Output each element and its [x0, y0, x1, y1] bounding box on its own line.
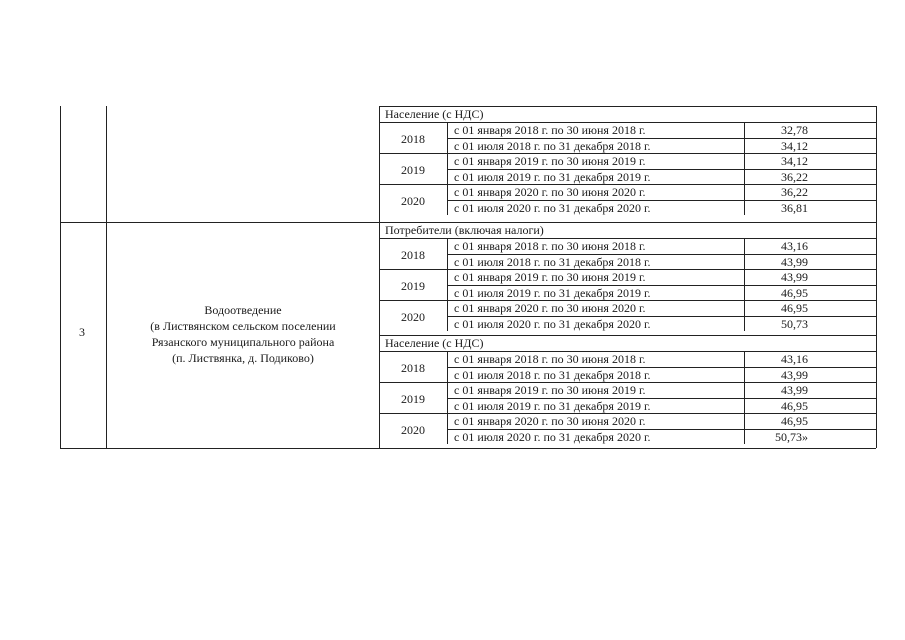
- year-cell: 2018: [401, 360, 425, 375]
- period-cell: с 01 января 2020 г. по 30 июня 2020 г.: [454, 185, 646, 199]
- value-cell: 43,99: [781, 270, 808, 284]
- value-cell: 50,73: [781, 316, 808, 331]
- year-cell: 2020: [401, 422, 425, 437]
- period-cell: с 01 июля 2020 г. по 31 декабря 2020 г.: [454, 316, 651, 331]
- period-cell: с 01 января 2019 г. по 30 июня 2019 г.: [454, 383, 646, 397]
- value-cell: 36,22: [781, 185, 808, 199]
- value-cell: 50,73»: [775, 429, 808, 444]
- period-cell: с 01 июля 2018 г. по 31 декабря 2018 г.: [454, 367, 651, 382]
- period-cell: с 01 июля 2018 г. по 31 декабря 2018 г.: [454, 254, 651, 269]
- value-cell: 46,95: [781, 414, 808, 428]
- period-cell: с 01 января 2020 г. по 30 июня 2020 г.: [454, 301, 646, 315]
- service-line: Рязанского муниципального района: [151, 335, 335, 349]
- service-line: (п. Листвянка, д. Подиково): [172, 351, 314, 365]
- value-cell: 43,16: [781, 352, 808, 366]
- value-cell: 36,22: [781, 169, 808, 184]
- value-cell: 43,99: [781, 254, 808, 269]
- column-divider-number: [106, 106, 107, 448]
- table-border-left: [60, 106, 61, 448]
- row-number: 3: [79, 325, 85, 339]
- value-cell: 46,95: [781, 301, 808, 315]
- period-cell: с 01 января 2018 г. по 30 июня 2018 г.: [454, 239, 646, 253]
- service-line: (в Листвянском сельском поселении: [150, 319, 336, 333]
- period-cell: с 01 января 2018 г. по 30 июня 2018 г.: [454, 352, 646, 366]
- group-header: Население (с НДС): [385, 107, 484, 121]
- period-cell: с 01 июля 2019 г. по 31 декабря 2019 г.: [454, 169, 651, 184]
- period-cell: с 01 июля 2019 г. по 31 декабря 2019 г.: [454, 398, 651, 413]
- value-cell: 46,95: [781, 398, 808, 413]
- period-cell: с 01 июля 2020 г. по 31 декабря 2020 г.: [454, 200, 651, 215]
- value-cell: 43,16: [781, 239, 808, 253]
- value-cell: 34,12: [781, 138, 808, 153]
- year-cell: 2019: [401, 278, 425, 293]
- service-description: [110, 302, 376, 366]
- period-cell: с 01 января 2019 г. по 30 июня 2019 г.: [454, 270, 646, 284]
- year-cell: 2018: [401, 247, 425, 262]
- value-cell: 43,99: [781, 367, 808, 382]
- period-cell: с 01 января 2018 г. по 30 июня 2018 г.: [454, 123, 646, 137]
- value-cell: 32,78: [781, 123, 808, 137]
- period-cell: с 01 июля 2019 г. по 31 декабря 2019 г.: [454, 285, 651, 300]
- group-header: Население (с НДС): [385, 336, 484, 350]
- year-cell: 2020: [401, 193, 425, 208]
- value-cell: 34,12: [781, 154, 808, 168]
- table-border-right: [876, 106, 877, 448]
- table-border-bottom: [60, 448, 876, 449]
- service-line: Водоотведение: [204, 303, 282, 317]
- period-cell: с 01 июля 2020 г. по 31 декабря 2020 г.: [454, 429, 651, 444]
- value-cell: 43,99: [781, 383, 808, 397]
- year-cell: 2018: [401, 131, 425, 146]
- group-header: Потребители (включая налоги): [385, 223, 544, 237]
- value-cell: 46,95: [781, 285, 808, 300]
- value-cell: 36,81: [781, 200, 808, 215]
- year-cell: 2019: [401, 391, 425, 406]
- year-cell: 2019: [401, 162, 425, 177]
- period-cell: с 01 января 2020 г. по 30 июня 2020 г.: [454, 414, 646, 428]
- period-cell: с 01 января 2019 г. по 30 июня 2019 г.: [454, 154, 646, 168]
- period-cell: с 01 июля 2018 г. по 31 декабря 2018 г.: [454, 138, 651, 153]
- year-cell: 2020: [401, 309, 425, 324]
